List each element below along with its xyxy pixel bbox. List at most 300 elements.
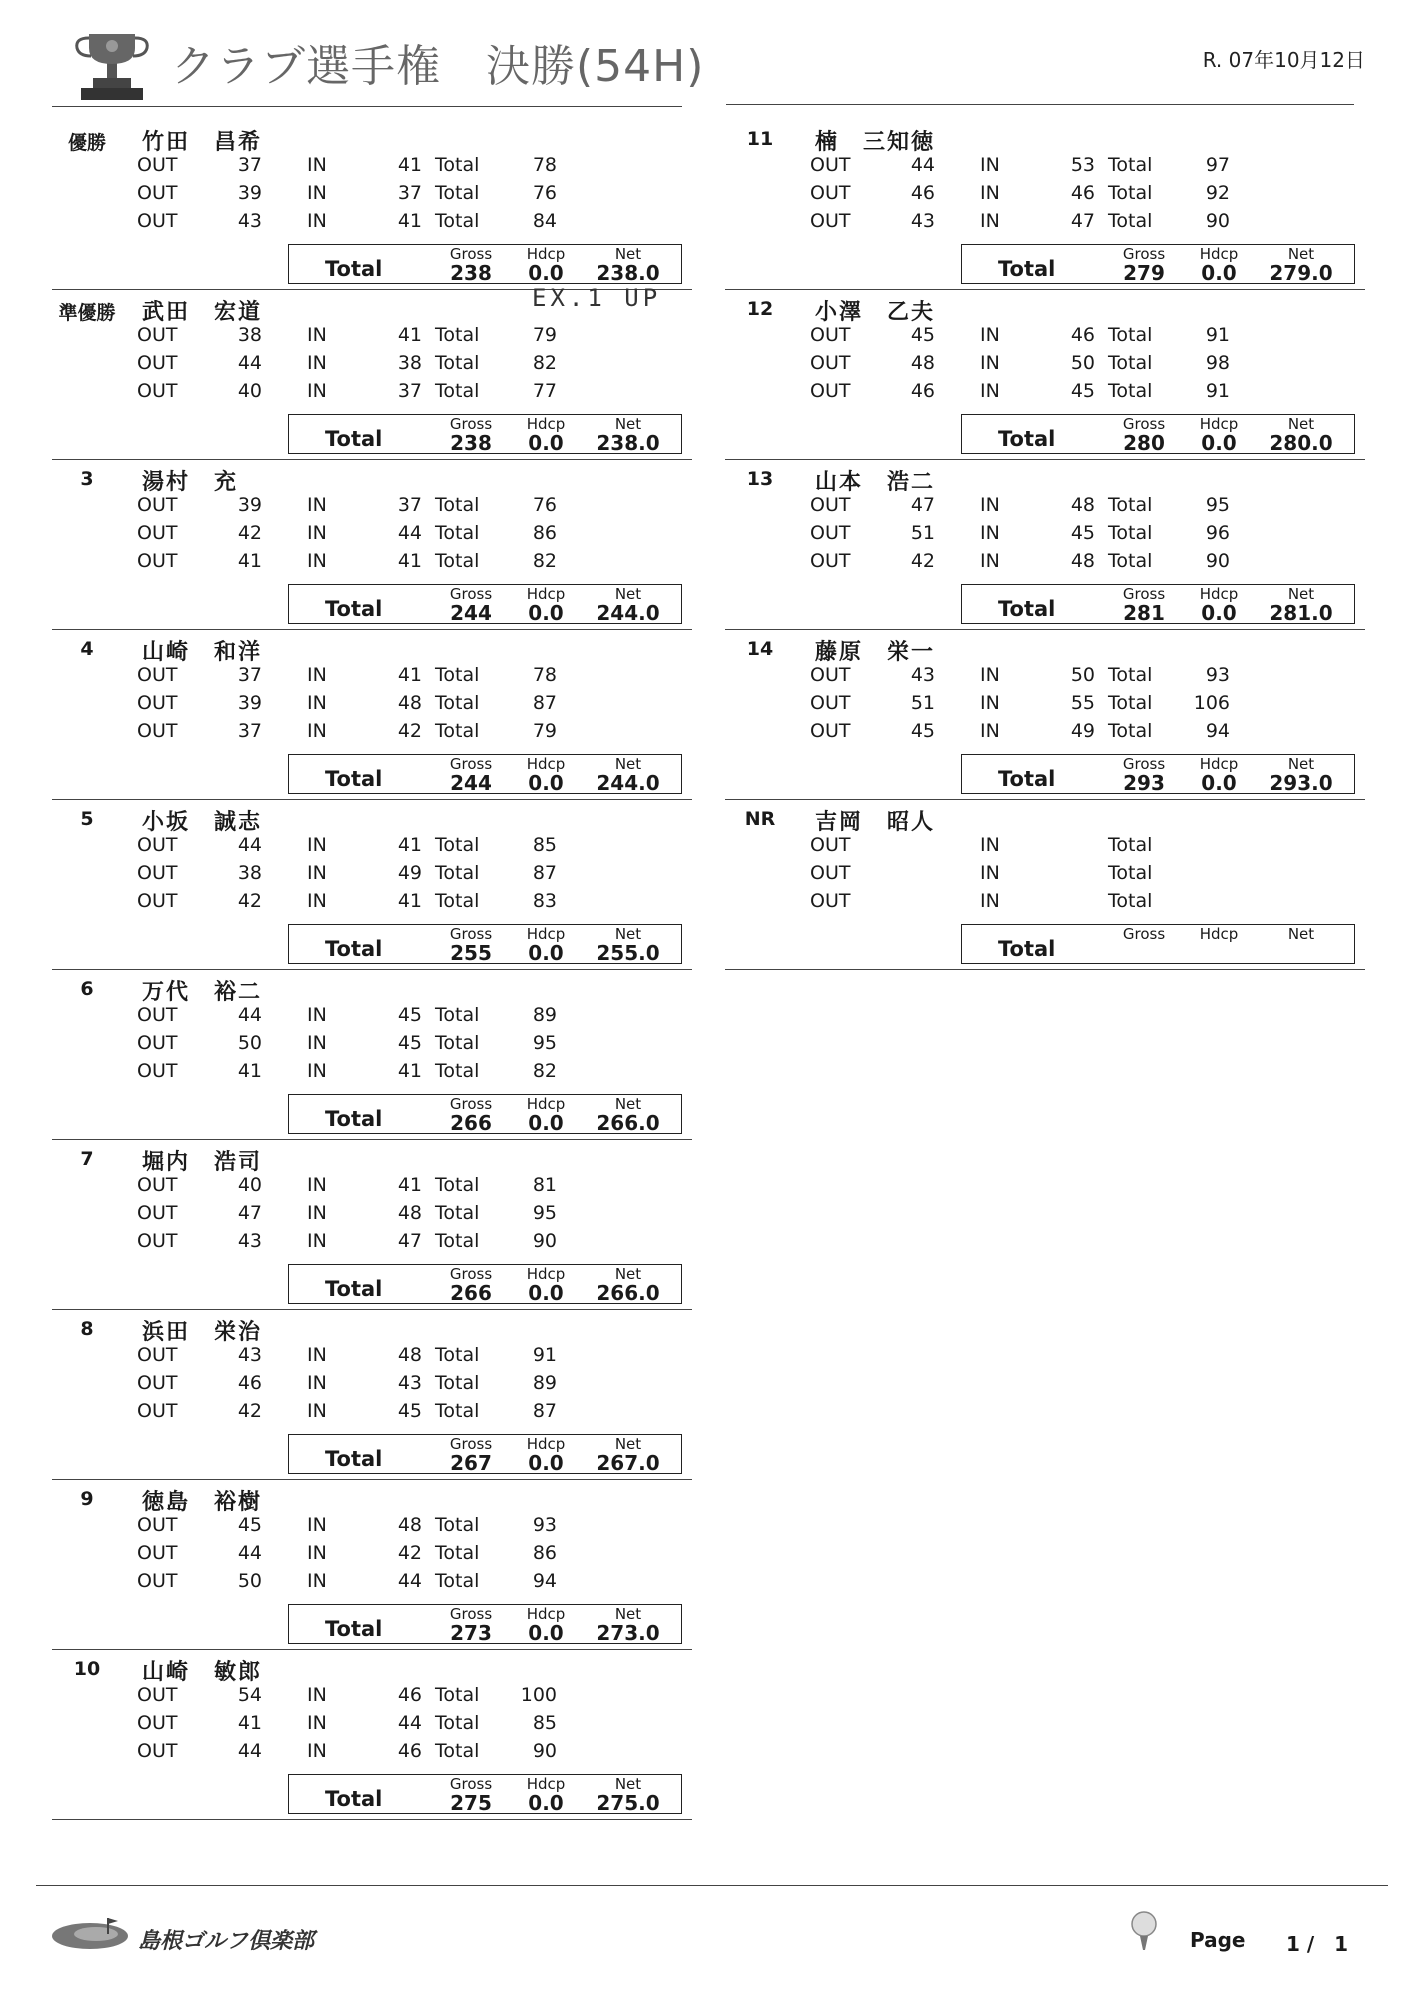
out-score: 44 [910, 154, 935, 176]
in-label: IN [980, 182, 1000, 204]
player-rank: 5 [80, 808, 94, 830]
in-score: 46 [1070, 182, 1095, 204]
player-rank: 9 [80, 1488, 94, 1510]
player-block [725, 460, 1365, 630]
page-title: クラブ選手権 決勝(54H) [171, 41, 705, 92]
player-block [52, 1480, 692, 1650]
out-label: OUT [810, 210, 851, 232]
hdcp-label: Hdcp [526, 245, 566, 263]
round-total-label: Total [435, 182, 480, 204]
round-total-label: Total [435, 1004, 480, 1026]
hdcp-value: 0.0 [528, 431, 564, 455]
out-label: OUT [137, 154, 178, 176]
player-block [52, 284, 692, 460]
player-name: 山本 浩二 [815, 470, 936, 495]
out-label: OUT [137, 1372, 178, 1394]
in-score: 37 [397, 182, 422, 204]
out-label: OUT [810, 890, 851, 912]
round-total-label: Total [435, 1344, 480, 1366]
round-total-score: 100 [520, 1684, 557, 1706]
round-total-score: 83 [532, 890, 557, 912]
in-label: IN [980, 890, 1000, 912]
out-score: 42 [237, 890, 262, 912]
net-label: Net [614, 415, 642, 433]
total-label: Total [325, 257, 383, 281]
player-name: 山崎 敏郎 [142, 1660, 263, 1685]
in-label: IN [980, 380, 1000, 402]
player-rank: 11 [746, 128, 774, 150]
hdcp-label: Hdcp [1199, 925, 1239, 943]
gross-label: Gross [1122, 245, 1166, 263]
out-label: OUT [810, 380, 851, 402]
in-score: 46 [1070, 324, 1095, 346]
in-score: 48 [1070, 550, 1095, 572]
round-total-score: 91 [532, 1344, 557, 1366]
round-total-label: Total [1108, 352, 1153, 374]
golf-ball-icon [1126, 1910, 1162, 1954]
in-label: IN [980, 210, 1000, 232]
out-label: OUT [810, 522, 851, 544]
in-score: 48 [397, 1344, 422, 1366]
in-score: 41 [397, 834, 422, 856]
player-rank: 12 [746, 298, 774, 320]
in-score: 47 [397, 1230, 422, 1252]
total-box [288, 754, 682, 794]
in-label: IN [307, 1514, 327, 1536]
hdcp-value: 0.0 [528, 1791, 564, 1815]
out-label: OUT [810, 862, 851, 884]
round-total-score: 98 [1205, 352, 1230, 374]
gross-label: Gross [449, 245, 493, 263]
in-label: IN [980, 834, 1000, 856]
total-label: Total [998, 597, 1056, 621]
round-total-label: Total [1108, 664, 1153, 686]
round-total-score: 78 [532, 154, 557, 176]
out-label: OUT [137, 1514, 178, 1536]
gross-value: 273 [450, 1621, 492, 1645]
out-score: 46 [910, 380, 935, 402]
round-total-score: 91 [1205, 380, 1230, 402]
hdcp-value: 0.0 [528, 601, 564, 625]
gross-value: 293 [1123, 771, 1165, 795]
out-score: 45 [910, 324, 935, 346]
in-score: 41 [397, 550, 422, 572]
round-total-score: 85 [532, 1712, 557, 1734]
gross-value: 266 [450, 1281, 492, 1305]
in-label: IN [307, 1060, 327, 1082]
out-label: OUT [137, 1712, 178, 1734]
net-label: Net [1287, 245, 1315, 263]
round-total-label: Total [1108, 720, 1153, 742]
player-rank: 13 [746, 468, 774, 490]
in-score: 37 [397, 380, 422, 402]
out-label: OUT [137, 1060, 178, 1082]
out-score: 43 [910, 210, 935, 232]
gross-label: Gross [449, 1605, 493, 1623]
in-label: IN [307, 1004, 327, 1026]
player-rank: 8 [80, 1318, 94, 1340]
round-total-score: 76 [532, 494, 557, 516]
net-value: 273.0 [596, 1621, 660, 1645]
total-box [288, 414, 682, 454]
out-score: 39 [237, 182, 262, 204]
out-label: OUT [137, 522, 178, 544]
in-score: 41 [397, 1060, 422, 1082]
out-label: OUT [810, 352, 851, 374]
round-total-label: Total [435, 692, 480, 714]
out-score: 46 [910, 182, 935, 204]
round-total-label: Total [1108, 834, 1153, 856]
in-score: 48 [1070, 494, 1095, 516]
in-label: IN [307, 862, 327, 884]
in-score: 53 [1070, 154, 1095, 176]
out-label: OUT [137, 324, 178, 346]
round-total-label: Total [435, 1032, 480, 1054]
round-total-label: Total [435, 154, 480, 176]
hdcp-label: Hdcp [1199, 585, 1239, 603]
round-total-label: Total [435, 550, 480, 572]
in-label: IN [307, 1230, 327, 1252]
round-total-label: Total [435, 1740, 480, 1762]
hdcp-value: 0.0 [528, 1111, 564, 1135]
gross-label: Gross [1122, 925, 1166, 943]
results-column-left [52, 120, 692, 1820]
hdcp-value: 0.0 [1201, 431, 1237, 455]
player-rank: 4 [80, 638, 94, 660]
round-total-score: 95 [532, 1032, 557, 1054]
player-rank: 3 [80, 468, 94, 490]
gross-label: Gross [449, 925, 493, 943]
footer-rule [36, 1885, 1388, 1886]
round-total-score: 86 [532, 522, 557, 544]
total-box [288, 1774, 682, 1814]
round-total-label: Total [435, 1060, 480, 1082]
in-label: IN [307, 1740, 327, 1762]
player-rank: 10 [73, 1658, 101, 1680]
hdcp-label: Hdcp [526, 925, 566, 943]
total-label: Total [998, 257, 1056, 281]
net-value: 238.0 [596, 431, 660, 455]
total-label: Total [325, 1107, 383, 1131]
out-score: 40 [237, 380, 262, 402]
club-name: 島根ゴルフ倶楽部 [138, 1929, 315, 1954]
in-label: IN [980, 862, 1000, 884]
in-label: IN [980, 154, 1000, 176]
out-score: 42 [237, 1400, 262, 1422]
gross-label: Gross [1122, 755, 1166, 773]
in-score: 42 [397, 720, 422, 742]
round-total-label: Total [1108, 210, 1153, 232]
hdcp-label: Hdcp [526, 585, 566, 603]
out-score: 39 [237, 692, 262, 714]
gross-value: 280 [1123, 431, 1165, 455]
round-total-label: Total [1108, 522, 1153, 544]
hdcp-label: Hdcp [526, 1265, 566, 1283]
hdcp-value: 0.0 [528, 261, 564, 285]
player-name: 楠 三知徳 [815, 130, 936, 155]
out-score: 43 [910, 664, 935, 686]
total-label: Total [325, 427, 383, 451]
round-total-score: 96 [1205, 522, 1230, 544]
round-total-score: 90 [1205, 210, 1230, 232]
hdcp-value: 0.0 [528, 1621, 564, 1645]
round-total-score: 79 [532, 324, 557, 346]
round-total-label: Total [1108, 154, 1153, 176]
total-box [288, 1264, 682, 1304]
gross-value: 244 [450, 771, 492, 795]
in-score: 41 [397, 154, 422, 176]
in-label: IN [307, 692, 327, 714]
in-score: 42 [397, 1542, 422, 1564]
in-label: IN [307, 494, 327, 516]
out-score: 39 [237, 494, 262, 516]
in-label: IN [307, 834, 327, 856]
gross-value: 244 [450, 601, 492, 625]
player-name: 小澤 乙夫 [815, 300, 936, 325]
in-score: 48 [397, 1202, 422, 1224]
in-label: IN [307, 522, 327, 544]
net-value: 266.0 [596, 1281, 660, 1305]
round-total-score: 82 [532, 1060, 557, 1082]
out-score: 54 [237, 1684, 262, 1706]
total-label: Total [998, 427, 1056, 451]
total-box [288, 1604, 682, 1644]
out-score: 45 [910, 720, 935, 742]
in-score: 41 [397, 324, 422, 346]
out-label: OUT [137, 1684, 178, 1706]
out-score: 37 [237, 720, 262, 742]
round-total-score: 84 [532, 210, 557, 232]
gross-value: 255 [450, 941, 492, 965]
player-name: 浜田 栄治 [142, 1320, 263, 1345]
out-score: 40 [237, 1174, 262, 1196]
round-total-score: 89 [532, 1372, 557, 1394]
total-label: Total [325, 937, 383, 961]
round-total-score: 90 [532, 1230, 557, 1252]
in-label: IN [307, 1712, 327, 1734]
round-total-score: 82 [532, 352, 557, 374]
player-block [52, 1310, 692, 1480]
block-divider [725, 969, 1365, 970]
hdcp-value: 0.0 [1201, 261, 1237, 285]
player-name: 吉岡 昭人 [815, 810, 936, 835]
in-label: IN [307, 1400, 327, 1422]
gross-value: 238 [450, 431, 492, 455]
out-label: OUT [810, 550, 851, 572]
round-total-label: Total [435, 1372, 480, 1394]
player-name: 堀内 浩司 [142, 1150, 263, 1175]
net-label: Net [614, 245, 642, 263]
round-total-label: Total [435, 1202, 480, 1224]
in-score: 41 [397, 210, 422, 232]
total-box [288, 1094, 682, 1134]
in-label: IN [307, 1372, 327, 1394]
results-column-right [725, 120, 1365, 970]
in-score: 46 [397, 1684, 422, 1706]
club-logo-icon [50, 1910, 140, 1954]
in-label: IN [307, 1174, 327, 1196]
in-label: IN [980, 352, 1000, 374]
page-number: 1 / 1 [1286, 1932, 1349, 1956]
player-block [725, 290, 1365, 460]
in-score: 41 [397, 1174, 422, 1196]
in-score: 45 [397, 1032, 422, 1054]
net-label: Net [1287, 585, 1315, 603]
gross-label: Gross [449, 755, 493, 773]
gross-value: 266 [450, 1111, 492, 1135]
hdcp-label: Hdcp [526, 1775, 566, 1793]
player-rank: 準優勝 [58, 302, 116, 324]
in-label: IN [980, 692, 1000, 714]
in-score: 45 [397, 1004, 422, 1026]
total-box [961, 584, 1355, 624]
total-box [288, 244, 682, 284]
net-value: 281.0 [1269, 601, 1333, 625]
round-total-label: Total [435, 890, 480, 912]
gross-value: 279 [1123, 261, 1165, 285]
round-total-score: 89 [532, 1004, 557, 1026]
round-total-label: Total [435, 1514, 480, 1536]
gross-label: Gross [449, 1265, 493, 1283]
in-label: IN [307, 352, 327, 374]
total-box [288, 924, 682, 964]
out-label: OUT [810, 720, 851, 742]
total-label: Total [325, 597, 383, 621]
round-total-label: Total [435, 210, 480, 232]
out-label: OUT [137, 1202, 178, 1224]
total-label: Total [325, 1447, 383, 1471]
out-label: OUT [137, 834, 178, 856]
out-label: OUT [810, 324, 851, 346]
out-score: 46 [237, 1372, 262, 1394]
player-block [52, 120, 692, 290]
net-label: Net [1287, 755, 1315, 773]
in-label: IN [307, 720, 327, 742]
out-label: OUT [810, 834, 851, 856]
in-score: 49 [1070, 720, 1095, 742]
round-total-score: 87 [532, 692, 557, 714]
out-score: 50 [237, 1570, 262, 1592]
block-divider [52, 1819, 692, 1820]
round-total-score: 93 [1205, 664, 1230, 686]
out-score: 47 [237, 1202, 262, 1224]
round-total-score: 77 [532, 380, 557, 402]
out-score: 43 [237, 210, 262, 232]
in-score: 37 [397, 494, 422, 516]
gross-label: Gross [449, 585, 493, 603]
round-total-label: Total [435, 1230, 480, 1252]
hdcp-value: 0.0 [1201, 601, 1237, 625]
out-label: OUT [137, 862, 178, 884]
net-value: 255.0 [596, 941, 660, 965]
net-value: 293.0 [1269, 771, 1333, 795]
net-label: Net [614, 1265, 642, 1283]
out-score: 42 [910, 550, 935, 572]
in-score: 45 [397, 1400, 422, 1422]
in-label: IN [307, 1032, 327, 1054]
in-label: IN [980, 664, 1000, 686]
player-rank: NR [744, 808, 776, 830]
hdcp-value: 0.0 [1201, 771, 1237, 795]
round-total-label: Total [1108, 890, 1153, 912]
out-score: 47 [910, 494, 935, 516]
out-label: OUT [810, 182, 851, 204]
gross-label: Gross [449, 1435, 493, 1453]
net-label: Net [614, 1775, 642, 1793]
round-total-label: Total [435, 1684, 480, 1706]
round-total-label: Total [1108, 182, 1153, 204]
player-name: 万代 裕二 [142, 980, 263, 1005]
player-block [725, 630, 1365, 800]
player-rank: 7 [80, 1148, 94, 1170]
in-label: IN [307, 664, 327, 686]
out-score: 44 [237, 1740, 262, 1762]
out-label: OUT [137, 352, 178, 374]
total-box [961, 244, 1355, 284]
net-value: 280.0 [1269, 431, 1333, 455]
hdcp-value: 0.0 [528, 1281, 564, 1305]
out-score: 42 [237, 522, 262, 544]
total-label: Total [325, 1617, 383, 1641]
net-label: Net [614, 1605, 642, 1623]
out-score: 41 [237, 1712, 262, 1734]
out-label: OUT [137, 210, 178, 232]
out-label: OUT [137, 664, 178, 686]
hdcp-label: Hdcp [1199, 755, 1239, 773]
net-value: 238.0 [596, 261, 660, 285]
player-block [725, 120, 1365, 290]
round-total-label: Total [435, 324, 480, 346]
in-score: 46 [397, 1740, 422, 1762]
gross-value: 275 [450, 1791, 492, 1815]
in-label: IN [307, 1542, 327, 1564]
in-score: 47 [1070, 210, 1095, 232]
total-box [961, 924, 1355, 964]
player-rank: 優勝 [67, 132, 106, 154]
in-score: 43 [397, 1372, 422, 1394]
round-total-score: 87 [532, 1400, 557, 1422]
in-label: IN [307, 210, 327, 232]
in-score: 41 [397, 890, 422, 912]
trophy-icon [71, 30, 153, 102]
round-total-score: 94 [532, 1570, 557, 1592]
round-total-label: Total [435, 1542, 480, 1564]
out-label: OUT [810, 664, 851, 686]
in-label: IN [307, 380, 327, 402]
in-label: IN [307, 182, 327, 204]
hdcp-label: Hdcp [526, 1605, 566, 1623]
total-label: Total [325, 1277, 383, 1301]
net-label: Net [614, 755, 642, 773]
round-total-label: Total [435, 1570, 480, 1592]
out-label: OUT [810, 692, 851, 714]
out-score: 37 [237, 664, 262, 686]
round-total-score: 95 [1205, 494, 1230, 516]
out-label: OUT [137, 550, 178, 572]
page-header [55, 22, 1375, 110]
out-label: OUT [137, 890, 178, 912]
net-value: 244.0 [596, 601, 660, 625]
player-name: 藤原 栄一 [815, 640, 936, 665]
round-total-score: 97 [1205, 154, 1230, 176]
in-score: 38 [397, 352, 422, 374]
round-total-label: Total [435, 522, 480, 544]
out-label: OUT [137, 720, 178, 742]
in-score: 48 [397, 692, 422, 714]
player-block [52, 1140, 692, 1310]
player-block [52, 1650, 692, 1820]
in-score: 41 [397, 664, 422, 686]
